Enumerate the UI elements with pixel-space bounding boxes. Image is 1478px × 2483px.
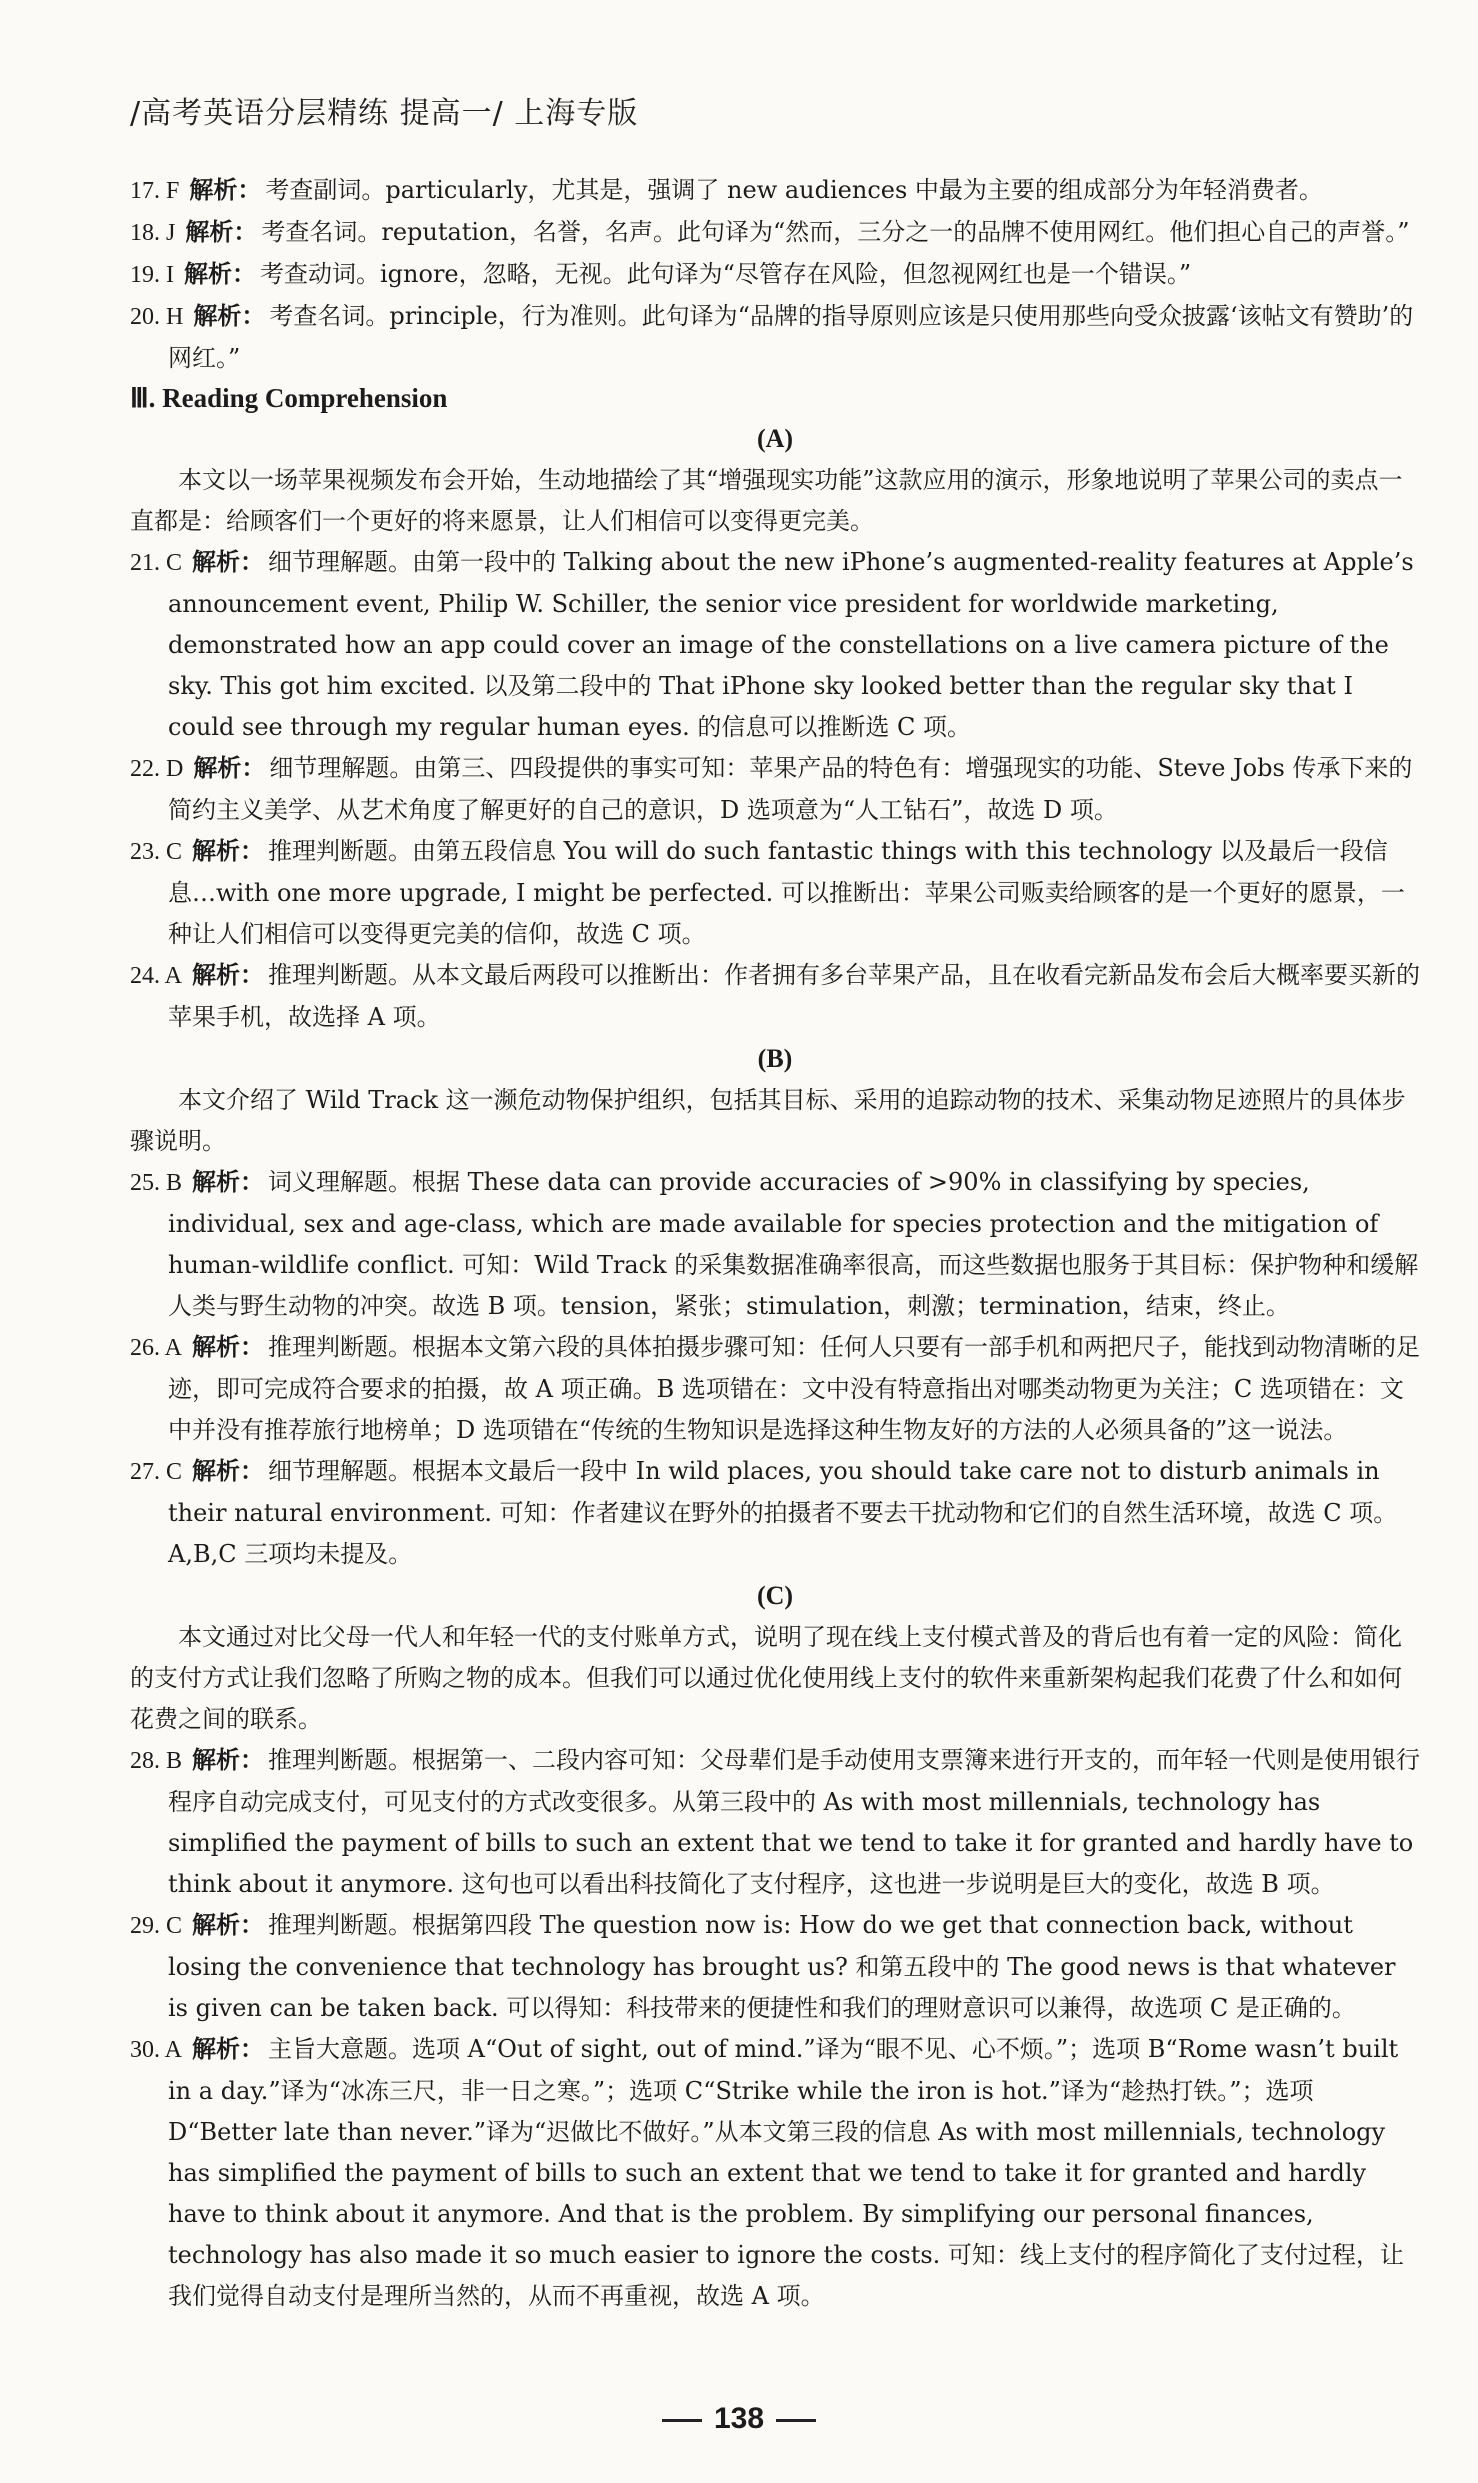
document-page [130, 88, 1420, 2317]
answer-label: 解析： [193, 302, 266, 330]
answer-entry-28 [130, 1740, 1420, 1905]
answer-number: 29. C [130, 1913, 183, 1939]
answer-number: 28. B [130, 1748, 183, 1774]
answer-number: 23. C [130, 839, 183, 865]
answer-number: 22. D [130, 756, 184, 782]
answer-text: 推理判断题。根据第一、二段内容可知：父母辈们是手动使用支票簿来进行开支的，而年轻一代则是使用银行程序自动完成支付，可见支付的方式改变很多。从第三段中的 As with most millennials, technology has simplified the payment of bills to such an extent that we tend to take it for granted and hardly have to think about it anymore. 这句也可以看出科技简化了支付程序，这也进一步说明是巨大的变化，故选 B 项。 [168, 1746, 1421, 1898]
answer-entry-20 [130, 296, 1420, 379]
section-heading-reading: Ⅲ. Reading Comprehension [130, 383, 448, 413]
answer-label: 解析： [192, 1746, 265, 1774]
answer-label: 解析： [192, 1168, 265, 1196]
answer-label: 解析： [184, 260, 256, 288]
answer-number: 21. C [130, 550, 183, 576]
answer-text: 主旨大意题。选项 A“Out of sight, out of mind.”译为“眼不见、心不烦。”；选项 B“Rome wasn’t built in a day.”译为“冰冻三尺，非一日之寒。”；选项 C“Strike while the iron is hot.”译为“趁热打铁。”；选项 D“Better late than never.”译为“迟做比不做好。”从本文第三段的信息 As with most millennials, technology has simplified the payment of bills to such an extent that we tend to take it for granted and hardly have to think about it anymore. And that is the problem. By simplifying our personal finances, technology has also made it so much easier to ignore the costs. 可知：线上支付的程序简化了支付过程，让我们觉得自动支付是理所当然的，从而不再重视，故选 A 项。 [168, 2035, 1404, 2310]
answer-number: 17. F [130, 178, 180, 204]
answer-entry-18 [130, 212, 1420, 254]
answer-entry-22 [130, 748, 1420, 831]
part-a-intro: 本文以一场苹果视频发布会开始，生动地描绘了其“增强现实功能”这款应用的演示，形象地说明了苹果公司的卖点一直都是：给顾客们一个更好的将来愿景，让人们相信可以变得更完美。 [130, 466, 1403, 535]
answer-number: 30. A [130, 2037, 183, 2063]
answer-text: 细节理解题。由第一段中的 Talking about the new iPhone’s augmented-reality features at Apple’s announcement event, Philip W. Schiller, the senior vice president for worldwide marketing, demonstrated how an app could cover an image of the constellations on a live camera picture of the sky. This got him excited. 以及第二段中的 That iPhone sky looked better than the regular sky that I could see through my regular human eyes. 的信息可以推断选 C 项。 [168, 548, 1414, 741]
answer-entry-24 [130, 955, 1420, 1038]
answer-entry-17 [130, 170, 1420, 212]
answer-number: 25. B [130, 1170, 183, 1196]
answer-text: 考查名词。reputation，名誉，名声。此句译为“然而，三分之一的品牌不使用网红。他们担心自己的声誉。” [261, 218, 1410, 246]
answer-entry-23 [130, 831, 1420, 955]
answer-number: 27. C [130, 1459, 183, 1485]
part-c-heading: (C) [756, 1581, 794, 1610]
book-title: /高考英语分层精练 提高一/ 上海专版 [130, 96, 639, 131]
answer-text: 考查名词。principle，行为准则。此句译为“品牌的指导原则应该是只使用那些向受众披露‘该帖文有赞助’的网红。” [168, 302, 1414, 372]
answer-entry-21 [130, 542, 1420, 748]
answer-label: 解析： [185, 218, 258, 246]
answer-label: 解析： [192, 1457, 265, 1485]
answer-text: 推理判断题。根据本文第六段的具体拍摄步骤可知：任何人只要有一部手机和两把尺子，能找到动物清晰的足迹，即可完成符合要求的拍摄，故 A 项正确。B 选项错在：文中没有特意指出对哪类动物更为关注；C 选项错在：文中并没有推荐旅行地榜单；D 选项错在“传统的生物知识是选择这种生物友好的方法的人必须具备的”这一说法。 [168, 1333, 1421, 1444]
answer-text: 细节理解题。根据本文最后一段中 In wild places, you should take care not to disturb animals in their natural environment. 可知：作者建议在野外的拍摄者不要去干扰动物和它们的自然生活环境，故选 C 项。A,B,C 三项均未提及。 [168, 1457, 1398, 1568]
part-b-heading: (B) [757, 1044, 793, 1073]
answer-text: 推理判断题。根据第四段 The question now is: How do we get that connection back, without losing the convenience that technology has brought us? 和第五段中的 The good news is that whatever is given can be taken back. 可以得知：科技带来的便捷性和我们的理财意识可以兼得，故选项 C 是正确的。 [168, 1911, 1396, 2022]
part-c-intro: 本文通过对比父母一代人和年轻一代的支付账单方式，说明了现在线上支付模式普及的背后也有着一定的风险：简化的支付方式让我们忽略了所购之物的成本。但我们可以通过优化使用线上支付的软件来重新架构起我们花费了什么和如何花费之间的联系。 [130, 1623, 1402, 1733]
page-number: 138 [713, 2402, 765, 2435]
answer-label: 解析： [192, 2035, 265, 2063]
answer-text: 词义理解题。根据 These data can provide accuracies of >90% in classifying by species, individual, sex and age-class, which are made available for species protection and the mitigation of human-wildlife conflict. 可知：Wild Track 的采集数据准确率很高，而这些数据也服务于其目标：保护物种和缓解人类与野生动物的冲突。故选 B 项。tension，紧张；stimulation，刺激；termination，结束，终止。 [168, 1168, 1419, 1320]
part-b-intro: 本文介绍了 Wild Track 这一濒危动物保护组织，包括其目标、采用的追踪动物的技术、采集动物足迹照片的具体步骤说明。 [130, 1086, 1406, 1155]
answer-number: 24. A [130, 963, 183, 989]
vocab-answers [130, 170, 1420, 379]
answer-label: 解析： [192, 961, 265, 989]
answer-label: 解析： [192, 1911, 265, 1939]
answer-number: 18. J [130, 220, 176, 246]
answer-text: 推理判断题。从本文最后两段可以推断出：作者拥有多台苹果产品，且在收看完新品发布会后大概率要买新的苹果手机，故选择 A 项。 [168, 961, 1421, 1031]
answer-text: 推理判断题。由第五段信息 You will do such fantastic things with this technology 以及最后一段信息…with one more upgrade, I might be perfected. 可以推断出：苹果公司贩卖给顾客的是一个更好的愿景，一种让人们相信可以变得更完美的信仰，故选 C 项。 [168, 837, 1405, 948]
answer-entry-19 [130, 254, 1420, 296]
footer-dash-left [662, 2419, 702, 2422]
answer-number: 26. A [130, 1335, 183, 1361]
answer-entry-27 [130, 1451, 1420, 1575]
answer-number: 20. H [130, 304, 184, 330]
answer-label: 解析： [192, 548, 265, 576]
footer-dash-right [776, 2419, 816, 2422]
part-a-heading: (A) [756, 424, 794, 453]
answer-label: 解析： [192, 1333, 265, 1361]
answer-label: 解析： [192, 837, 265, 865]
answer-text: 细节理解题。由第三、四段提供的事实可知：苹果产品的特色有：增强现实的功能、Steve Jobs 传承下来的简约主义美学、从艺术角度了解更好的自己的意识，D 选项意为“人工钻石”，故选 D 项。 [168, 754, 1413, 824]
answer-text: 考查动词。ignore，忽略，无视。此句译为“尽管存在风险，但忽视网红也是一个错误。” [260, 260, 1192, 288]
answer-number: 19. I [130, 262, 174, 288]
page-footer [0, 2402, 1478, 2436]
answer-label: 解析： [193, 754, 266, 782]
answer-entry-25 [130, 1162, 1420, 1327]
answer-entry-29 [130, 1905, 1420, 2029]
answer-entry-26 [130, 1327, 1420, 1451]
answer-text: 考查副词。particularly，尤其是，强调了 new audiences 中最为主要的组成部分为年轻消费者。 [265, 176, 1323, 204]
answer-label: 解析： [189, 176, 262, 204]
answer-entry-30 [130, 2029, 1420, 2317]
